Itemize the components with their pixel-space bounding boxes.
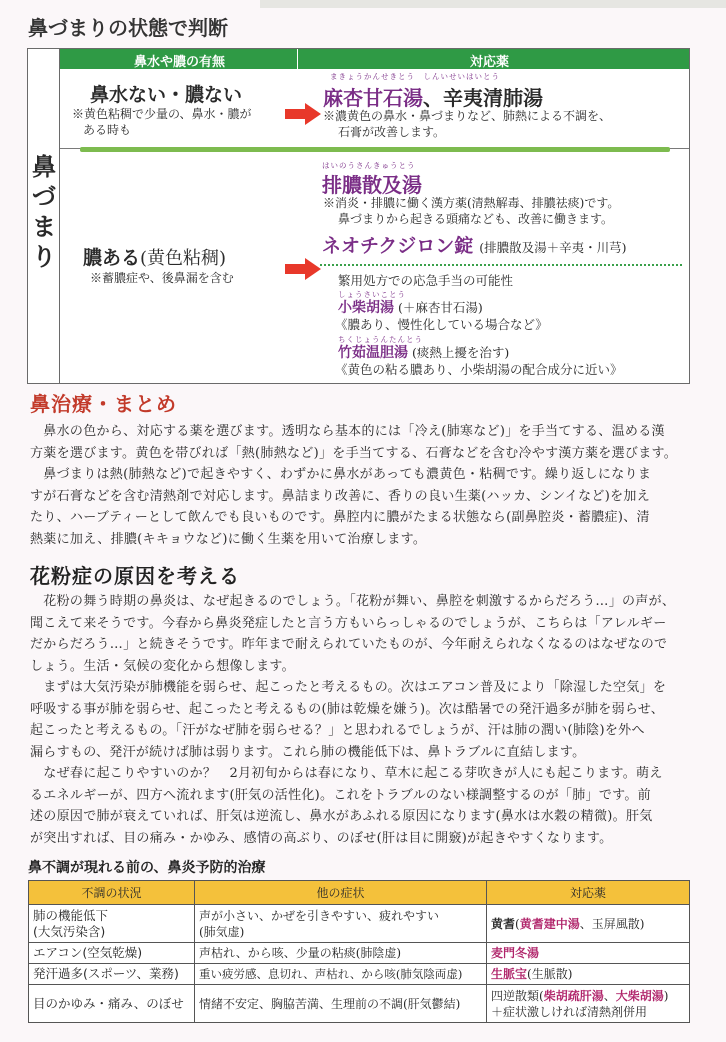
table-row: [29, 985, 690, 1023]
row1-note-2: ある時も: [83, 123, 132, 137]
text-line: 聞こえて来そうです。今春から鼻炎発症したと言う方もいらっしゃるのでしょうが、こちらは「アレルギー: [30, 615, 667, 631]
drug-neochikujiron-note: (排膿散及湯＋辛夷・川芎): [479, 240, 627, 255]
row2-drug3-line: [338, 297, 483, 317]
text-line: 熱薬に加え、排膿(キキョウなど)に働く生薬を用いて治療します。: [30, 531, 427, 547]
remedy-highlight: 麦門冬湯: [491, 946, 540, 960]
side-label: [30, 152, 58, 272]
cell-text: (肺気虚): [199, 924, 245, 939]
remedy-text: ): [663, 988, 669, 1003]
table-header: [60, 49, 689, 69]
drug-chikujountanto: 竹茹温胆湯: [338, 345, 408, 361]
drug-shosaikoto-note: (＋麻杏甘石湯): [398, 300, 483, 315]
pollen-paragraph: [30, 591, 694, 849]
cell-text: 肺の機能低下: [33, 907, 109, 923]
cell-symptoms: 重い疲労感、息切れ、声枯れ、から咳(肺気陰両虚): [195, 964, 487, 985]
row2-desc-1: ※消炎・排膿に働く漢方薬(清熱解毒、排膿祛痰)です。: [323, 196, 620, 210]
green-divider-bar: [80, 147, 670, 152]
drug-separator: 、: [423, 86, 443, 110]
cell-condition: 目のかゆみ・痛み、のぼせ: [29, 985, 195, 1023]
row2-drug2-line: [322, 231, 627, 258]
row2-ruby-1: はいのうさんきゅうとう: [322, 161, 416, 170]
remedy-highlight: 生脈宝: [491, 967, 528, 981]
drug-makyokansekito: 麻杏甘石湯: [323, 86, 423, 110]
col-header: 不調の状況: [29, 881, 195, 905]
side-char: づ: [32, 183, 56, 211]
cell-symptoms: 情緒不安定、胸脇苦満、生理前の不調(肝気鬱結): [195, 985, 487, 1023]
text-line: 鼻づまりは熱(肺熱など)で起きやすく、わずかに鼻水があっても濃黄色・粘稠です。繰り返しになりま: [30, 467, 652, 482]
text-line: 漏らすもの、発汗が続けば肺は弱ります。これら肺の機能低下は、鼻トラブルに直結します。: [30, 744, 586, 760]
remedy-highlight: 柴胡疏肝湯: [543, 988, 604, 1003]
cell-text: 声が小さい、かぜを引きやすい、疲れやすい: [199, 908, 440, 923]
col-header: 対応薬: [487, 881, 690, 905]
cell-symptoms: [195, 905, 487, 943]
remedy-highlight: 大柴胡湯: [615, 988, 664, 1003]
table-row: [29, 964, 690, 985]
cell-condition: [29, 905, 195, 943]
row1-condition: 鼻水ない・膿ない: [90, 84, 243, 106]
cell-remedy: [487, 943, 690, 964]
row2-condition-paren: (黄色粘稠): [140, 248, 227, 269]
text-line: 方薬を選びます。黄色を帯びれば「熱(肺熱など)」を手当てする、石膏などを含む冷やす漢方薬を選びます。: [30, 445, 678, 461]
drug-shosaikoto: 小柴胡湯: [338, 300, 394, 316]
drug-chikujountanto-note: (痰熱上擾を治す): [412, 345, 510, 360]
row2-ruby-3: ちくじょうんたんとう: [338, 335, 423, 344]
text-line: しょう。生活・気候の変化から想像します。: [30, 658, 295, 674]
text-line: るエネルギーが、四方へ流れます(肝気の活性化)。これをトラブルのない様調整するのが「肺」です。前: [30, 787, 651, 803]
text-line: 鼻水の色から、対応する薬を選びます。透明なら基本的には「冷え(肺寒など)」を手当てする、温める漢: [30, 424, 665, 439]
remedy-main: 黄耆: [491, 916, 516, 931]
table-header-row: [29, 881, 690, 905]
row1-desc-1: ※濃黄色の鼻水・鼻づまりなど、肺熱による不調を、: [323, 109, 612, 123]
top-strip: [260, 0, 726, 8]
text-line: なぜ春に起こりやすいのか？ 2月初旬からは春になり、草木に起こる芽吹きが人にも起こります。萌え: [30, 766, 663, 781]
remedy-text: (: [515, 916, 520, 931]
remedy-highlight: 黄耆建中湯: [519, 916, 580, 931]
remedy-text: 、玉屏風散): [579, 916, 645, 931]
drug-hainosankyuto: 排膿散及湯: [322, 173, 422, 197]
section-title-pollen-cause: 花粉症の原因を考える: [30, 564, 240, 588]
table-row: [29, 943, 690, 964]
header-divider: [297, 49, 298, 69]
row2-condition-main: 膿ある: [83, 247, 141, 269]
section-title-prevention: 鼻不調が現れる前の、鼻炎予防的治療: [28, 860, 266, 876]
drug-neochikujiron: ネオチクジロン錠: [322, 235, 474, 257]
prevention-table: [28, 880, 690, 1023]
dotted-divider: [320, 264, 682, 266]
row1-desc-2: 石膏が改善します。: [338, 125, 446, 139]
row2-desc-2: 鼻づまりから起きる頭痛なども、改善に働きます。: [338, 212, 614, 226]
drug-shinisehaito: 辛夷清肺湯: [443, 86, 543, 110]
text-line: すが石膏などを含む清熱剤で対応します。鼻詰まり改善に、香りの良い生薬(ハッカ、シンイなど)を加え: [30, 488, 651, 504]
cell-remedy: [487, 905, 690, 943]
summary-paragraph: [30, 421, 694, 550]
row2-ruby-2: しょうさいことう: [338, 290, 406, 299]
text-line: 呼吸する事が肺を弱らせ、起こったと考えるもの(肺は乾燥を嫌う)。次は酷暑での発汗過多が肺を弱らせ、: [30, 701, 665, 717]
remedy-text: 四逆散類(: [491, 988, 544, 1003]
table-row: [29, 905, 690, 943]
col-header: 他の症状: [195, 881, 487, 905]
row2-condition: [83, 243, 226, 270]
cell-condition: 発汗過多(スポーツ、業務): [29, 964, 195, 985]
header-discharge: 鼻水や膿の有無: [134, 55, 226, 70]
text-line: だからだろう…」と続きそうです。昨年まで耐えられていたものが、今年耐えられなくなるのはなぜなので: [30, 637, 668, 652]
text-line: たり、ハーブティーとして飲んでも良いものです。鼻腔内に膿がたまる状態なら(副鼻腔炎・蓄膿症)、清: [30, 510, 650, 525]
text-line: 述の原因で肺が衰えていれば、肝気は逆流し、鼻水があふれる原因になります(鼻水は水穀の精微)。肝気: [30, 809, 653, 824]
row1-ruby: まきょうかんせきとう しんいせいはいとう: [330, 72, 500, 81]
cell-symptoms: 声枯れ、から咳、少量の粘痰(肺陰虚): [195, 943, 487, 964]
cell-text: (大気汚染含): [33, 923, 106, 939]
cell-remedy: [487, 964, 690, 985]
remedy-text: ＋症状激しければ清熱剤併用: [491, 1004, 648, 1019]
text-line: 花粉の舞う時期の鼻炎は、なぜ起きるのでしょう。「花粉が舞い、鼻腔を刺激するからだろう…」の声が、: [30, 594, 676, 609]
emergency-label: 繁用処方での応急手当の可能性: [338, 273, 514, 288]
row1-note-1: ※黄色粘稠で少量の、鼻水・膿が: [72, 107, 252, 121]
drug-shosaikoto-desc: 《膿あり、慢性化している場合など》: [335, 317, 548, 332]
side-char: ま: [32, 213, 56, 241]
row2-note: ※蓄膿症や、後鼻漏を含む: [90, 271, 234, 285]
cell-condition: エアコン(空気乾燥): [29, 943, 195, 964]
remedy-text: 、: [603, 988, 616, 1003]
arrow-right-icon: [285, 103, 321, 125]
text-line: 起こったと考えるもの。「汗がなぜ肺を弱らせる？」と思われるでしょうが、汗は肺の潤い(肺陰)を外へ: [30, 723, 645, 738]
cell-remedy: [487, 985, 690, 1023]
section-title-nasal-congestion: 鼻づまりの状態で判断: [28, 16, 228, 40]
side-char: り: [32, 243, 56, 271]
header-remedy: 対応薬: [470, 55, 510, 70]
remedy-text: (生脈散): [527, 967, 573, 981]
side-char: 鼻: [32, 153, 56, 181]
text-line: まずは大気汚染が肺機能を弱らせ、起こったと考えるもの。次はエアコン普及により「除湿した空気」を: [30, 680, 667, 695]
row1-drugs: [323, 82, 543, 111]
row2-drug4-line: [338, 342, 509, 362]
text-line: が突出すれば、目の痛み・かゆみ、感情の高ぶり、のぼせ(肝は目に開竅)が起きやすくなります。: [30, 830, 613, 846]
drug-chikujountanto-desc: 《黄色の粘る膿あり、小柴胡湯の配合成分に近い》: [335, 362, 623, 377]
section-title-summary: 鼻治療・まとめ: [30, 392, 177, 416]
arrow-right-icon: [285, 258, 321, 280]
